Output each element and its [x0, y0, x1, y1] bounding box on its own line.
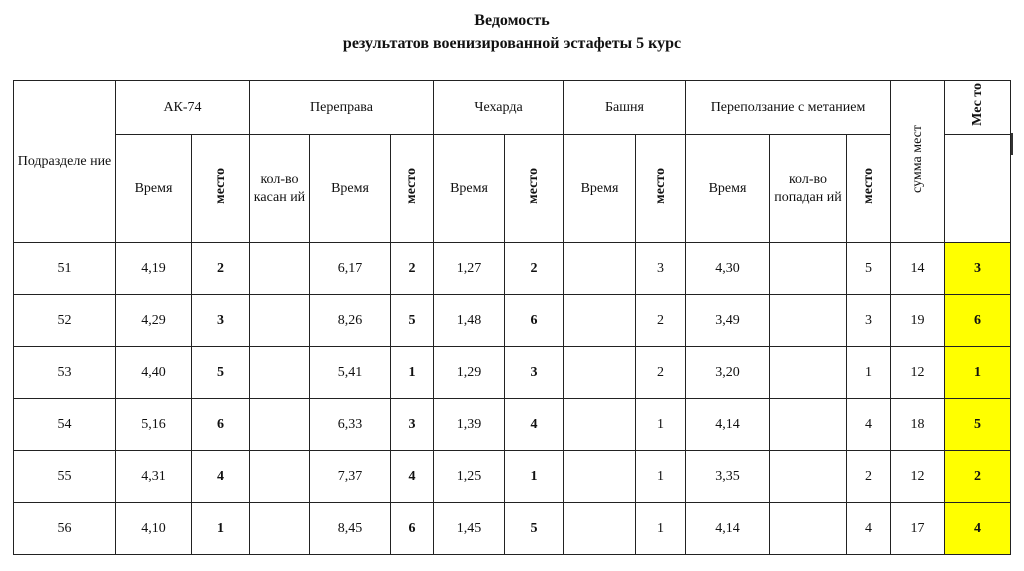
header-b-time: Время — [564, 135, 636, 243]
b-time-cell — [564, 503, 636, 555]
ak-place-cell: 6 — [192, 399, 250, 451]
hits-cell — [770, 295, 847, 347]
ch-time-cell: 1,27 — [434, 243, 505, 295]
sum-cell: 17 — [891, 503, 945, 555]
sum-cell: 18 — [891, 399, 945, 451]
header-pp-place: место — [847, 135, 891, 243]
header-ch-place: место — [505, 135, 564, 243]
final-place-cell: 5 — [945, 399, 1011, 451]
pp-time-cell: 3,20 — [686, 347, 770, 399]
per-time-cell: 6,17 — [310, 243, 391, 295]
ak-time-cell: 4,29 — [116, 295, 192, 347]
table-row — [14, 399, 1011, 451]
per-place-cell: 6 — [391, 503, 434, 555]
ch-time-cell: 1,48 — [434, 295, 505, 347]
b-time-cell — [564, 243, 636, 295]
sum-cell: 14 — [891, 243, 945, 295]
pp-time-cell: 3,35 — [686, 451, 770, 503]
pp-time-cell: 4,14 — [686, 503, 770, 555]
hits-cell — [770, 243, 847, 295]
header-row-sub — [14, 135, 1011, 243]
pp-time-cell: 4,30 — [686, 243, 770, 295]
header-per-place: место — [391, 135, 434, 243]
b-place-cell: 2 — [636, 295, 686, 347]
b-place-cell: 1 — [636, 503, 686, 555]
hits-cell — [770, 399, 847, 451]
pp-time-cell: 3,49 — [686, 295, 770, 347]
ch-place-cell: 5 — [505, 503, 564, 555]
ak-time-cell: 4,40 — [116, 347, 192, 399]
header-b-place: место — [636, 135, 686, 243]
per-time-cell: 6,33 — [310, 399, 391, 451]
ak-place-cell: 2 — [192, 243, 250, 295]
per-place-cell: 3 — [391, 399, 434, 451]
header-ch-time: Время — [434, 135, 505, 243]
ch-time-cell: 1,25 — [434, 451, 505, 503]
final-place-cell: 4 — [945, 503, 1011, 555]
ch-place-cell: 2 — [505, 243, 564, 295]
b-time-cell — [564, 399, 636, 451]
header-pereprava: Переправа — [250, 81, 434, 135]
final-place-cell: 2 — [945, 451, 1011, 503]
unit-cell: 55 — [14, 451, 116, 503]
b-time-cell — [564, 347, 636, 399]
pp-place-cell: 3 — [847, 295, 891, 347]
per-place-cell: 5 — [391, 295, 434, 347]
pp-place-cell: 5 — [847, 243, 891, 295]
ak-place-cell: 1 — [192, 503, 250, 555]
header-row-groups — [14, 81, 1011, 135]
header-hits: кол-во попадан ий — [770, 135, 847, 243]
per-time-cell: 5,41 — [310, 347, 391, 399]
side-marker — [1011, 133, 1013, 155]
sum-cell: 19 — [891, 295, 945, 347]
pp-place-cell: 1 — [847, 347, 891, 399]
unit-cell: 54 — [14, 399, 116, 451]
ak-time-cell: 5,16 — [116, 399, 192, 451]
touches-cell — [250, 295, 310, 347]
touches-cell — [250, 503, 310, 555]
pp-time-cell: 4,14 — [686, 399, 770, 451]
b-time-cell — [564, 295, 636, 347]
hits-cell — [770, 347, 847, 399]
unit-cell: 52 — [14, 295, 116, 347]
table-row — [14, 295, 1011, 347]
touches-cell — [250, 243, 310, 295]
header-final-place — [945, 81, 1011, 135]
header-ak-time: Время — [116, 135, 192, 243]
final-place-cell: 6 — [945, 295, 1011, 347]
hits-cell — [770, 503, 847, 555]
header-ak-place: место — [192, 135, 250, 243]
b-place-cell: 3 — [636, 243, 686, 295]
ch-place-cell: 6 — [505, 295, 564, 347]
header-touches: кол-во касан ий — [250, 135, 310, 243]
header-summa — [891, 81, 945, 243]
sum-cell: 12 — [891, 347, 945, 399]
touches-cell — [250, 347, 310, 399]
touches-cell — [250, 399, 310, 451]
per-time-cell: 8,45 — [310, 503, 391, 555]
ch-place-cell: 1 — [505, 451, 564, 503]
header-perepolzanie: Переползание с метанием — [686, 81, 891, 135]
pp-place-cell: 2 — [847, 451, 891, 503]
b-time-cell — [564, 451, 636, 503]
table-row — [14, 451, 1011, 503]
ch-time-cell: 1,39 — [434, 399, 505, 451]
ak-place-cell: 5 — [192, 347, 250, 399]
table-row — [14, 347, 1011, 399]
final-place-cell: 3 — [945, 243, 1011, 295]
ak-time-cell: 4,19 — [116, 243, 192, 295]
ch-time-cell: 1,29 — [434, 347, 505, 399]
touches-cell — [250, 451, 310, 503]
per-place-cell: 2 — [391, 243, 434, 295]
header-per-time: Время — [310, 135, 391, 243]
per-time-cell: 8,26 — [310, 295, 391, 347]
per-place-cell: 4 — [391, 451, 434, 503]
header-final-place-text: Мес то — [969, 83, 985, 126]
ch-time-cell: 1,45 — [434, 503, 505, 555]
b-place-cell: 1 — [636, 451, 686, 503]
final-place-cell: 1 — [945, 347, 1011, 399]
ak-place-cell: 3 — [192, 295, 250, 347]
table-row — [14, 503, 1011, 555]
document-subtitle: результатов военизированной эстафеты 5 курс — [342, 35, 682, 52]
results-table — [13, 80, 1011, 555]
pp-place-cell: 4 — [847, 399, 891, 451]
unit-cell: 53 — [14, 347, 116, 399]
b-place-cell: 1 — [636, 399, 686, 451]
header-chekharda: Чехарда — [434, 81, 564, 135]
header-unit: Подразделе ние — [14, 81, 116, 243]
header-final-empty — [945, 135, 1011, 243]
pp-place-cell: 4 — [847, 503, 891, 555]
ak-time-cell: 4,31 — [116, 451, 192, 503]
ch-place-cell: 3 — [505, 347, 564, 399]
ak-time-cell: 4,10 — [116, 503, 192, 555]
header-pp-time: Время — [686, 135, 770, 243]
unit-cell: 51 — [14, 243, 116, 295]
document-title: Ведомость — [474, 12, 550, 29]
b-place-cell: 2 — [636, 347, 686, 399]
per-place-cell: 1 — [391, 347, 434, 399]
header-bashnya: Башня — [564, 81, 686, 135]
table-row — [14, 243, 1011, 295]
unit-cell: 56 — [14, 503, 116, 555]
ch-place-cell: 4 — [505, 399, 564, 451]
header-ak74: АК-74 — [116, 81, 250, 135]
per-time-cell: 7,37 — [310, 451, 391, 503]
hits-cell — [770, 451, 847, 503]
sum-cell: 12 — [891, 451, 945, 503]
ak-place-cell: 4 — [192, 451, 250, 503]
header-summa-text: сумма мест — [909, 124, 925, 193]
